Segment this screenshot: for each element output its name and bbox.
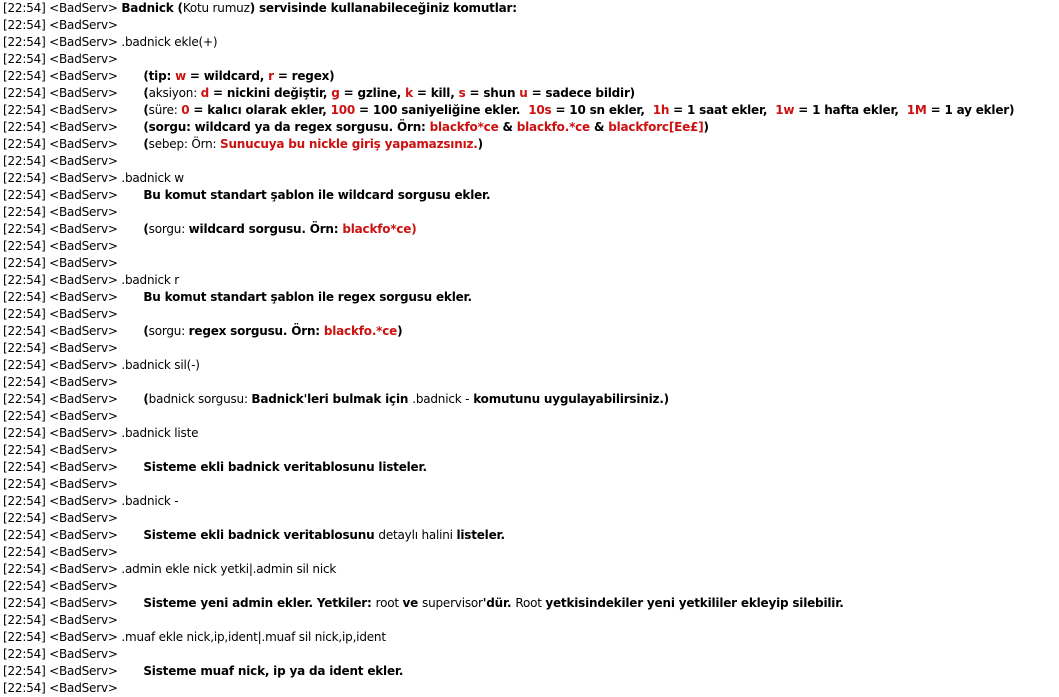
chat-line xyxy=(3,221,1055,238)
timestamp: [22:54] xyxy=(3,18,46,32)
chat-line xyxy=(3,646,1055,663)
timestamp: [22:54] xyxy=(3,375,46,389)
chat-line xyxy=(3,306,1055,323)
message-fragment: ( xyxy=(143,222,149,236)
chat-line xyxy=(3,68,1055,85)
chat-line xyxy=(3,527,1055,544)
sender-nick[interactable]: <BadServ> xyxy=(49,18,118,32)
sender-nick[interactable]: <BadServ> xyxy=(49,171,118,185)
message-fragment: .badnick ekle(+) xyxy=(121,35,218,49)
message-text xyxy=(121,1,516,15)
chat-line xyxy=(3,51,1055,68)
message-fragment: = 1 saat ekler, xyxy=(669,103,776,117)
message-fragment: 'dür. xyxy=(482,596,516,610)
chat-line xyxy=(3,442,1055,459)
message-fragment: = nickini değiştir, xyxy=(209,86,332,100)
message-fragment: ) xyxy=(397,324,403,338)
highlight-text: u xyxy=(519,86,528,100)
highlight-text: 10s xyxy=(528,103,552,117)
chat-line xyxy=(3,255,1055,272)
sender-nick[interactable]: <BadServ> xyxy=(49,613,118,627)
message-text xyxy=(121,630,385,644)
sender-nick[interactable]: <BadServ> xyxy=(49,69,118,83)
chat-line xyxy=(3,17,1055,34)
message-fragment: .admin ekle nick yetki|.admin sil nick xyxy=(121,562,337,576)
timestamp: [22:54] xyxy=(3,477,46,491)
timestamp: [22:54] xyxy=(3,222,46,236)
message-fragment: Root xyxy=(515,596,546,610)
highlight-text: s xyxy=(458,86,466,100)
message-fragment: regex sorgusu. Örn: xyxy=(188,324,324,338)
timestamp: [22:54] xyxy=(3,528,46,542)
timestamp: [22:54] xyxy=(3,273,46,287)
chat-line xyxy=(3,153,1055,170)
sender-nick[interactable]: <BadServ> xyxy=(49,426,118,440)
timestamp: [22:54] xyxy=(3,103,46,117)
timestamp: [22:54] xyxy=(3,358,46,372)
message-text xyxy=(121,426,198,440)
message-fragment: = 100 saniyeliğine ekler. xyxy=(355,103,529,117)
message-fragment: .badnick liste xyxy=(121,426,199,440)
message-fragment: ( xyxy=(143,137,149,151)
message-fragment: ) xyxy=(477,137,483,151)
chat-line xyxy=(3,374,1055,391)
timestamp: [22:54] xyxy=(3,205,46,219)
timestamp: [22:54] xyxy=(3,239,46,253)
sender-nick[interactable]: <BadServ> xyxy=(49,273,118,287)
timestamp: [22:54] xyxy=(3,409,46,423)
timestamp: [22:54] xyxy=(3,647,46,661)
message-fragment: Badnick'leri bulmak için xyxy=(251,392,413,406)
message-fragment: listeler. xyxy=(456,528,505,542)
sender-nick[interactable]: <BadServ> xyxy=(49,205,118,219)
highlight-text: Sunucuya bu nickle giriş yapamazsınız. xyxy=(220,137,478,151)
message-fragment: = gzline, xyxy=(339,86,406,100)
chat-line xyxy=(3,289,1055,306)
timestamp: [22:54] xyxy=(3,613,46,627)
chat-line xyxy=(3,544,1055,561)
sender-nick[interactable]: <BadServ> xyxy=(49,290,118,304)
message-text xyxy=(121,69,334,83)
chat-line xyxy=(3,561,1055,578)
chat-line xyxy=(3,425,1055,442)
timestamp: [22:54] xyxy=(3,188,46,202)
highlight-text: 1M xyxy=(906,103,927,117)
timestamp: [22:54] xyxy=(3,392,46,406)
chat-line xyxy=(3,391,1055,408)
timestamp: [22:54] xyxy=(3,341,46,355)
message-fragment: wildcard sorgusu. Örn: xyxy=(188,222,343,236)
sender-nick[interactable]: <BadServ> xyxy=(49,545,118,559)
message-fragment: Kotu rumuz xyxy=(182,1,250,15)
sender-nick[interactable]: <BadServ> xyxy=(49,307,118,321)
sender-nick[interactable]: <BadServ> xyxy=(49,86,118,100)
highlight-text: blackfo*ce) xyxy=(342,222,417,236)
message-text xyxy=(121,273,179,287)
message-fragment: = wildcard, xyxy=(185,69,269,83)
message-fragment: sebep: Örn: xyxy=(148,137,220,151)
sender-nick[interactable]: <BadServ> xyxy=(49,239,118,253)
message-fragment: komutunu uygulayabilirsiniz.) xyxy=(469,392,669,406)
chat-line xyxy=(3,204,1055,221)
message-fragment: ve xyxy=(402,596,423,610)
message-fragment: aksiyon: xyxy=(148,86,201,100)
timestamp: [22:54] xyxy=(3,86,46,100)
chat-log[interactable] xyxy=(3,0,1055,697)
message-fragment: & xyxy=(498,120,517,134)
sender-nick[interactable]: <BadServ> xyxy=(49,1,118,15)
highlight-text: 1w xyxy=(775,103,795,117)
message-fragment: sorgu: xyxy=(148,222,189,236)
chat-line xyxy=(3,34,1055,51)
message-fragment: = shun xyxy=(465,86,520,100)
timestamp: [22:54] xyxy=(3,630,46,644)
sender-nick[interactable]: <BadServ> xyxy=(49,579,118,593)
chat-line xyxy=(3,629,1055,646)
chat-line xyxy=(3,680,1055,697)
message-fragment: (sorgu: wildcard ya da regex sorgusu. Örn: xyxy=(143,120,430,134)
message-text xyxy=(121,35,217,49)
message-text xyxy=(121,324,402,338)
sender-nick[interactable]: <BadServ> xyxy=(49,324,118,338)
timestamp: [22:54] xyxy=(3,426,46,440)
message-fragment: .badnick w xyxy=(121,171,184,185)
message-text xyxy=(121,664,403,678)
message-fragment: = 10 sn ekler, xyxy=(551,103,653,117)
sender-nick[interactable]: <BadServ> xyxy=(49,222,118,236)
sender-nick[interactable]: <BadServ> xyxy=(49,511,118,525)
highlight-text: 1h xyxy=(652,103,670,117)
chat-line xyxy=(3,0,1055,17)
chat-line xyxy=(3,408,1055,425)
highlight-text: k xyxy=(405,86,413,100)
message-fragment: supervisor xyxy=(422,596,483,610)
message-text xyxy=(121,188,490,202)
timestamp: [22:54] xyxy=(3,256,46,270)
sender-nick[interactable]: <BadServ> xyxy=(49,358,118,372)
message-text xyxy=(121,596,843,610)
sender-nick[interactable]: <BadServ> xyxy=(49,35,118,49)
sender-nick[interactable]: <BadServ> xyxy=(49,494,118,508)
highlight-text: blackforc[Ee£] xyxy=(608,120,704,134)
timestamp: [22:54] xyxy=(3,307,46,321)
message-fragment: = sadece bildir) xyxy=(527,86,635,100)
timestamp: [22:54] xyxy=(3,511,46,525)
message-fragment: Sisteme muaf nick, ip ya da ident ekler. xyxy=(143,664,404,678)
timestamp: [22:54] xyxy=(3,35,46,49)
message-fragment: Sisteme ekli badnick veritablosunu xyxy=(143,528,379,542)
timestamp: [22:54] xyxy=(3,562,46,576)
timestamp: [22:54] xyxy=(3,545,46,559)
timestamp: [22:54] xyxy=(3,460,46,474)
sender-nick[interactable]: <BadServ> xyxy=(49,52,118,66)
sender-nick[interactable]: <BadServ> xyxy=(49,409,118,423)
message-text xyxy=(121,120,708,134)
sender-nick[interactable]: <BadServ> xyxy=(49,681,118,695)
sender-nick[interactable]: <BadServ> xyxy=(49,392,118,406)
message-fragment: .badnick - xyxy=(121,494,179,508)
message-fragment: ) servisinde kullanabileceğiniz komutlar: xyxy=(249,1,517,15)
chat-line xyxy=(3,663,1055,680)
sender-nick[interactable]: <BadServ> xyxy=(49,562,118,576)
highlight-text: 100 xyxy=(330,103,356,117)
message-fragment: ( xyxy=(143,86,149,100)
chat-line xyxy=(3,272,1055,289)
chat-line xyxy=(3,340,1055,357)
timestamp: [22:54] xyxy=(3,664,46,678)
message-fragment: ) xyxy=(703,120,709,134)
timestamp: [22:54] xyxy=(3,69,46,83)
message-fragment: Sisteme yeni admin ekler. Yetkiler: xyxy=(143,596,376,610)
message-fragment: süre: xyxy=(148,103,182,117)
chat-line xyxy=(3,136,1055,153)
highlight-text: blackfo.*ce xyxy=(323,324,398,338)
message-fragment: Badnick ( xyxy=(121,1,183,15)
message-fragment: (tip: xyxy=(143,69,176,83)
sender-nick[interactable]: <BadServ> xyxy=(49,137,118,151)
sender-nick[interactable]: <BadServ> xyxy=(49,630,118,644)
sender-nick[interactable]: <BadServ> xyxy=(49,460,118,474)
sender-nick[interactable]: <BadServ> xyxy=(49,256,118,270)
message-fragment: yetkisindekiler yeni yetkililer ekleyip silebilir. xyxy=(545,596,844,610)
message-fragment: .badnick r xyxy=(121,273,179,287)
highlight-text: w xyxy=(175,69,186,83)
message-fragment: .muaf ekle nick,ip,ident|.muaf sil nick,ip,ident xyxy=(121,630,386,644)
timestamp: [22:54] xyxy=(3,137,46,151)
timestamp: [22:54] xyxy=(3,596,46,610)
timestamp: [22:54] xyxy=(3,1,46,15)
message-fragment: detaylı halini xyxy=(378,528,457,542)
timestamp: [22:54] xyxy=(3,52,46,66)
message-fragment: Bu komut standart şablon ile wildcard sorgusu ekler. xyxy=(143,188,491,202)
message-fragment: = kill, xyxy=(412,86,459,100)
message-fragment: root xyxy=(375,596,403,610)
chat-line xyxy=(3,578,1055,595)
sender-nick[interactable]: <BadServ> xyxy=(49,477,118,491)
highlight-text: r xyxy=(268,69,274,83)
message-text xyxy=(121,392,669,406)
timestamp: [22:54] xyxy=(3,154,46,168)
sender-nick[interactable]: <BadServ> xyxy=(49,154,118,168)
highlight-text: 0 xyxy=(181,103,190,117)
chat-line xyxy=(3,493,1055,510)
message-fragment: sorgu: xyxy=(148,324,189,338)
sender-nick[interactable]: <BadServ> xyxy=(49,596,118,610)
timestamp: [22:54] xyxy=(3,120,46,134)
message-fragment: ( xyxy=(143,103,149,117)
highlight-text: g xyxy=(331,86,340,100)
message-text xyxy=(121,86,635,100)
chat-line xyxy=(3,119,1055,136)
message-text xyxy=(121,222,416,236)
chat-line xyxy=(3,102,1055,119)
timestamp: [22:54] xyxy=(3,290,46,304)
timestamp: [22:54] xyxy=(3,579,46,593)
highlight-text: blackfo.*ce xyxy=(516,120,590,134)
message-text xyxy=(121,460,427,474)
chat-line xyxy=(3,510,1055,527)
highlight-text: blackfo*ce xyxy=(429,120,499,134)
chat-line xyxy=(3,187,1055,204)
chat-line xyxy=(3,170,1055,187)
chat-line xyxy=(3,595,1055,612)
message-fragment: = 1 hafta ekler, xyxy=(794,103,907,117)
message-fragment: Bu komut standart şablon ile regex sorgusu ekler. xyxy=(143,290,472,304)
message-fragment: ( xyxy=(143,392,149,406)
message-fragment: = kalıcı olarak ekler, xyxy=(189,103,331,117)
timestamp: [22:54] xyxy=(3,681,46,695)
timestamp: [22:54] xyxy=(3,324,46,338)
chat-line xyxy=(3,612,1055,629)
message-fragment: ( xyxy=(143,324,149,338)
message-text xyxy=(121,494,178,508)
message-fragment: Sisteme ekli badnick veritablosunu listeler. xyxy=(143,460,427,474)
sender-nick[interactable]: <BadServ> xyxy=(49,103,118,117)
chat-line xyxy=(3,323,1055,340)
message-text xyxy=(121,358,199,372)
message-fragment: .badnick sil(-) xyxy=(121,358,200,372)
message-text xyxy=(121,171,184,185)
message-text xyxy=(121,103,1014,117)
message-text xyxy=(121,562,336,576)
message-fragment: = regex) xyxy=(273,69,335,83)
chat-line xyxy=(3,238,1055,255)
message-fragment: = 1 ay ekler) xyxy=(926,103,1015,117)
chat-line xyxy=(3,459,1055,476)
chat-line xyxy=(3,476,1055,493)
chat-line xyxy=(3,85,1055,102)
sender-nick[interactable]: <BadServ> xyxy=(49,120,118,134)
sender-nick[interactable]: <BadServ> xyxy=(49,443,118,457)
message-text xyxy=(121,290,472,304)
timestamp: [22:54] xyxy=(3,443,46,457)
message-text xyxy=(121,528,505,542)
message-fragment: badnick sorgusu: xyxy=(148,392,252,406)
chat-line xyxy=(3,357,1055,374)
highlight-text: d xyxy=(200,86,210,100)
timestamp: [22:54] xyxy=(3,494,46,508)
message-text xyxy=(121,137,483,151)
sender-nick[interactable]: <BadServ> xyxy=(49,341,118,355)
timestamp: [22:54] xyxy=(3,171,46,185)
message-fragment: & xyxy=(590,120,609,134)
sender-nick[interactable]: <BadServ> xyxy=(49,375,118,389)
message-fragment: .badnick - xyxy=(412,392,470,406)
sender-nick[interactable]: <BadServ> xyxy=(49,647,118,661)
sender-nick[interactable]: <BadServ> xyxy=(49,664,118,678)
sender-nick[interactable]: <BadServ> xyxy=(49,528,118,542)
sender-nick[interactable]: <BadServ> xyxy=(49,188,118,202)
